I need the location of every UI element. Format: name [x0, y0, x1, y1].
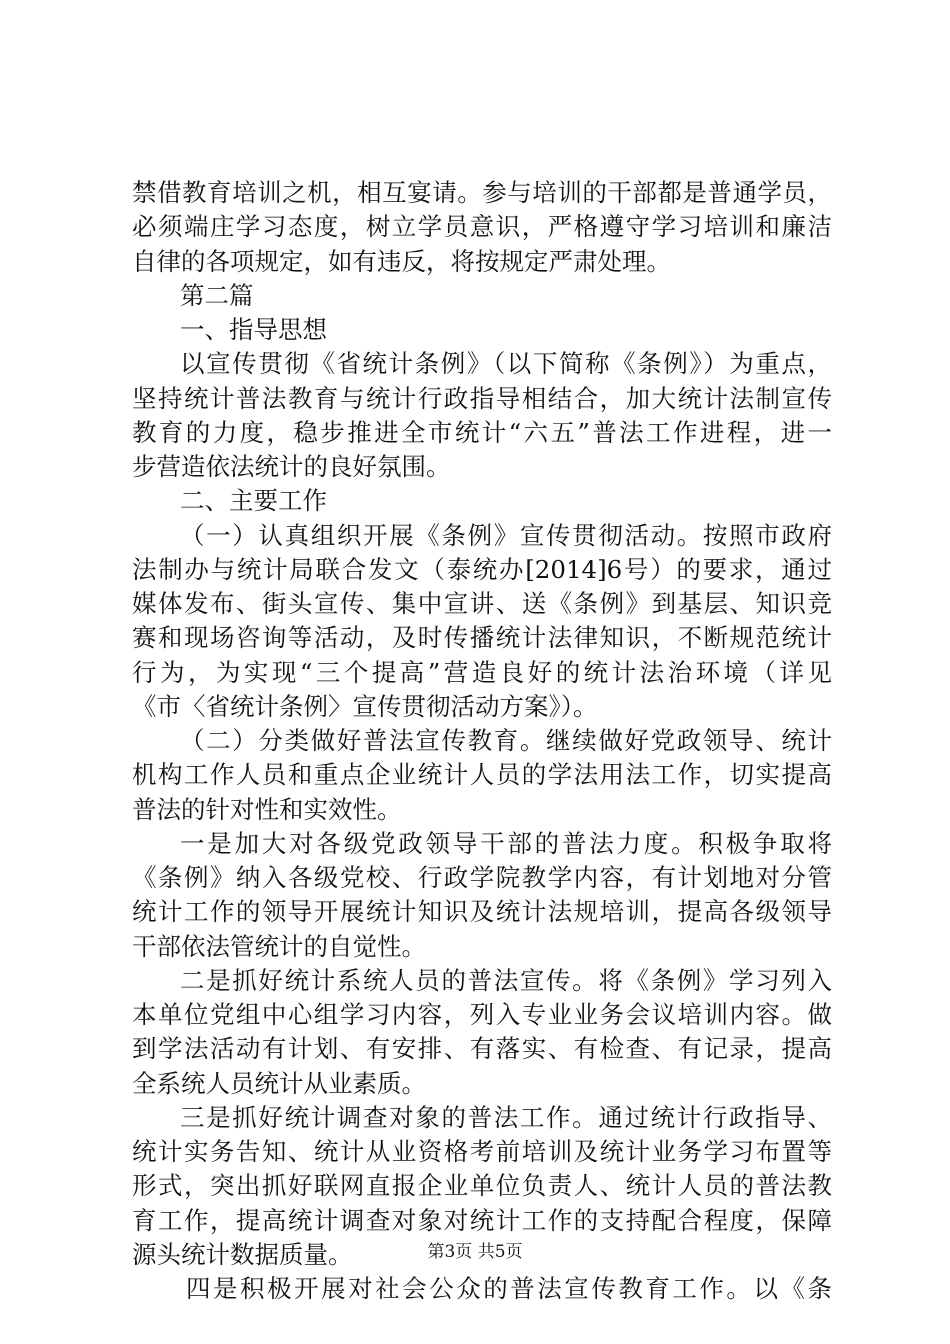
text-line: 机构工作人员和重点企业统计人员的学法用法工作，切实提高 [132, 760, 832, 790]
document-body [132, 176, 832, 1306]
text-line: 自律的各项规定，如有违反，将按规定严肃处理。 [132, 246, 671, 276]
text-line: 干部依法管统计的自觉性。 [132, 931, 426, 961]
text-line: （二）分类做好普法宣传教育。继续做好党政领导、统计 [180, 726, 832, 755]
text-line: 到学法活动有计划、有安排、有落实、有检查、有记录，提高 [132, 1034, 832, 1064]
text-line: 源头统计数据质量。 [132, 1239, 353, 1269]
page-footer: 第3页 共5页 [427, 1242, 523, 1262]
text-line: 一、指导思想 [180, 315, 327, 344]
text-line: 普法的针对性和实效性。 [132, 794, 402, 824]
text-line: 全系统人员统计从业素质。 [132, 1068, 426, 1098]
text-line: 统计实务告知、统计从业资格考前培训及统计业务学习布置等 [132, 1137, 832, 1166]
text-line: 赛和现场咨询等活动，及时传播统计法律知识，不断规范统计 [132, 623, 832, 653]
text-line: 二是抓好统计系统人员的普法宣传。将《条例》学习列入 [180, 965, 832, 995]
text-line: 三是抓好统计调查对象的普法工作。通过统计行政指导、 [180, 1102, 832, 1132]
text-line: 必须端庄学习态度，树立学员意识，严格遵守学习培训和廉洁 [132, 212, 832, 242]
text-line: 禁借教育培训之机，相互宴请。参与培训的干部都是普通学员， [132, 178, 832, 207]
text-line: 一是加大对各级党政领导干部的普法力度。积极争取将 [180, 828, 832, 858]
text-line: 统计工作的领导开展统计知识及统计法规培训，提高各级领导 [132, 897, 832, 927]
text-line: （一）认真组织开展《条例》宣传贯彻活动。按照市政府 [180, 520, 832, 550]
text-line: 四是积极开展对社会公众的普法宣传教育工作。以《条 [186, 1274, 832, 1303]
text-line: 媒体发布、街头宣传、集中宣讲、送《条例》到基层、知识竞 [132, 589, 832, 618]
text-line: 二、主要工作 [180, 486, 327, 516]
text-line: 育工作，提高统计调查对象对统计工作的支持配合程度，保障 [132, 1205, 832, 1235]
text-line: 步营造依法统计的良好氛围。 [132, 452, 451, 481]
text-line: 形式，突出抓好联网直报企业单位负责人、统计人员的普法教 [132, 1171, 832, 1201]
text-line: 以宣传贯彻《省统计条例》（以下简称《条例》）为重点， [180, 349, 832, 379]
text-line: 法制办与统计局联合发文（泰统办[2014]6号）的要求，通过 [132, 554, 832, 584]
text-line: 《条例》纳入各级党校、行政学院教学内容，有计划地对分管 [132, 863, 832, 892]
text-line: 坚持统计普法教育与统计行政指导相结合，加大统计法制宣传 [132, 383, 832, 413]
text-line: 教育的力度，稳步推进全市统计“六五”普法工作进程，进一 [132, 417, 832, 447]
text-line: 行为，为实现“三个提高”营造良好的统计法治环境（详见 [132, 657, 832, 687]
text-line: 第二篇 [180, 280, 254, 310]
text-line: 《市〈省统计条例〉宣传贯彻活动方案》）。 [132, 691, 598, 721]
text-line: 本单位党组中心组学习内容，列入专业业务会议培训内容。做 [132, 1000, 832, 1029]
